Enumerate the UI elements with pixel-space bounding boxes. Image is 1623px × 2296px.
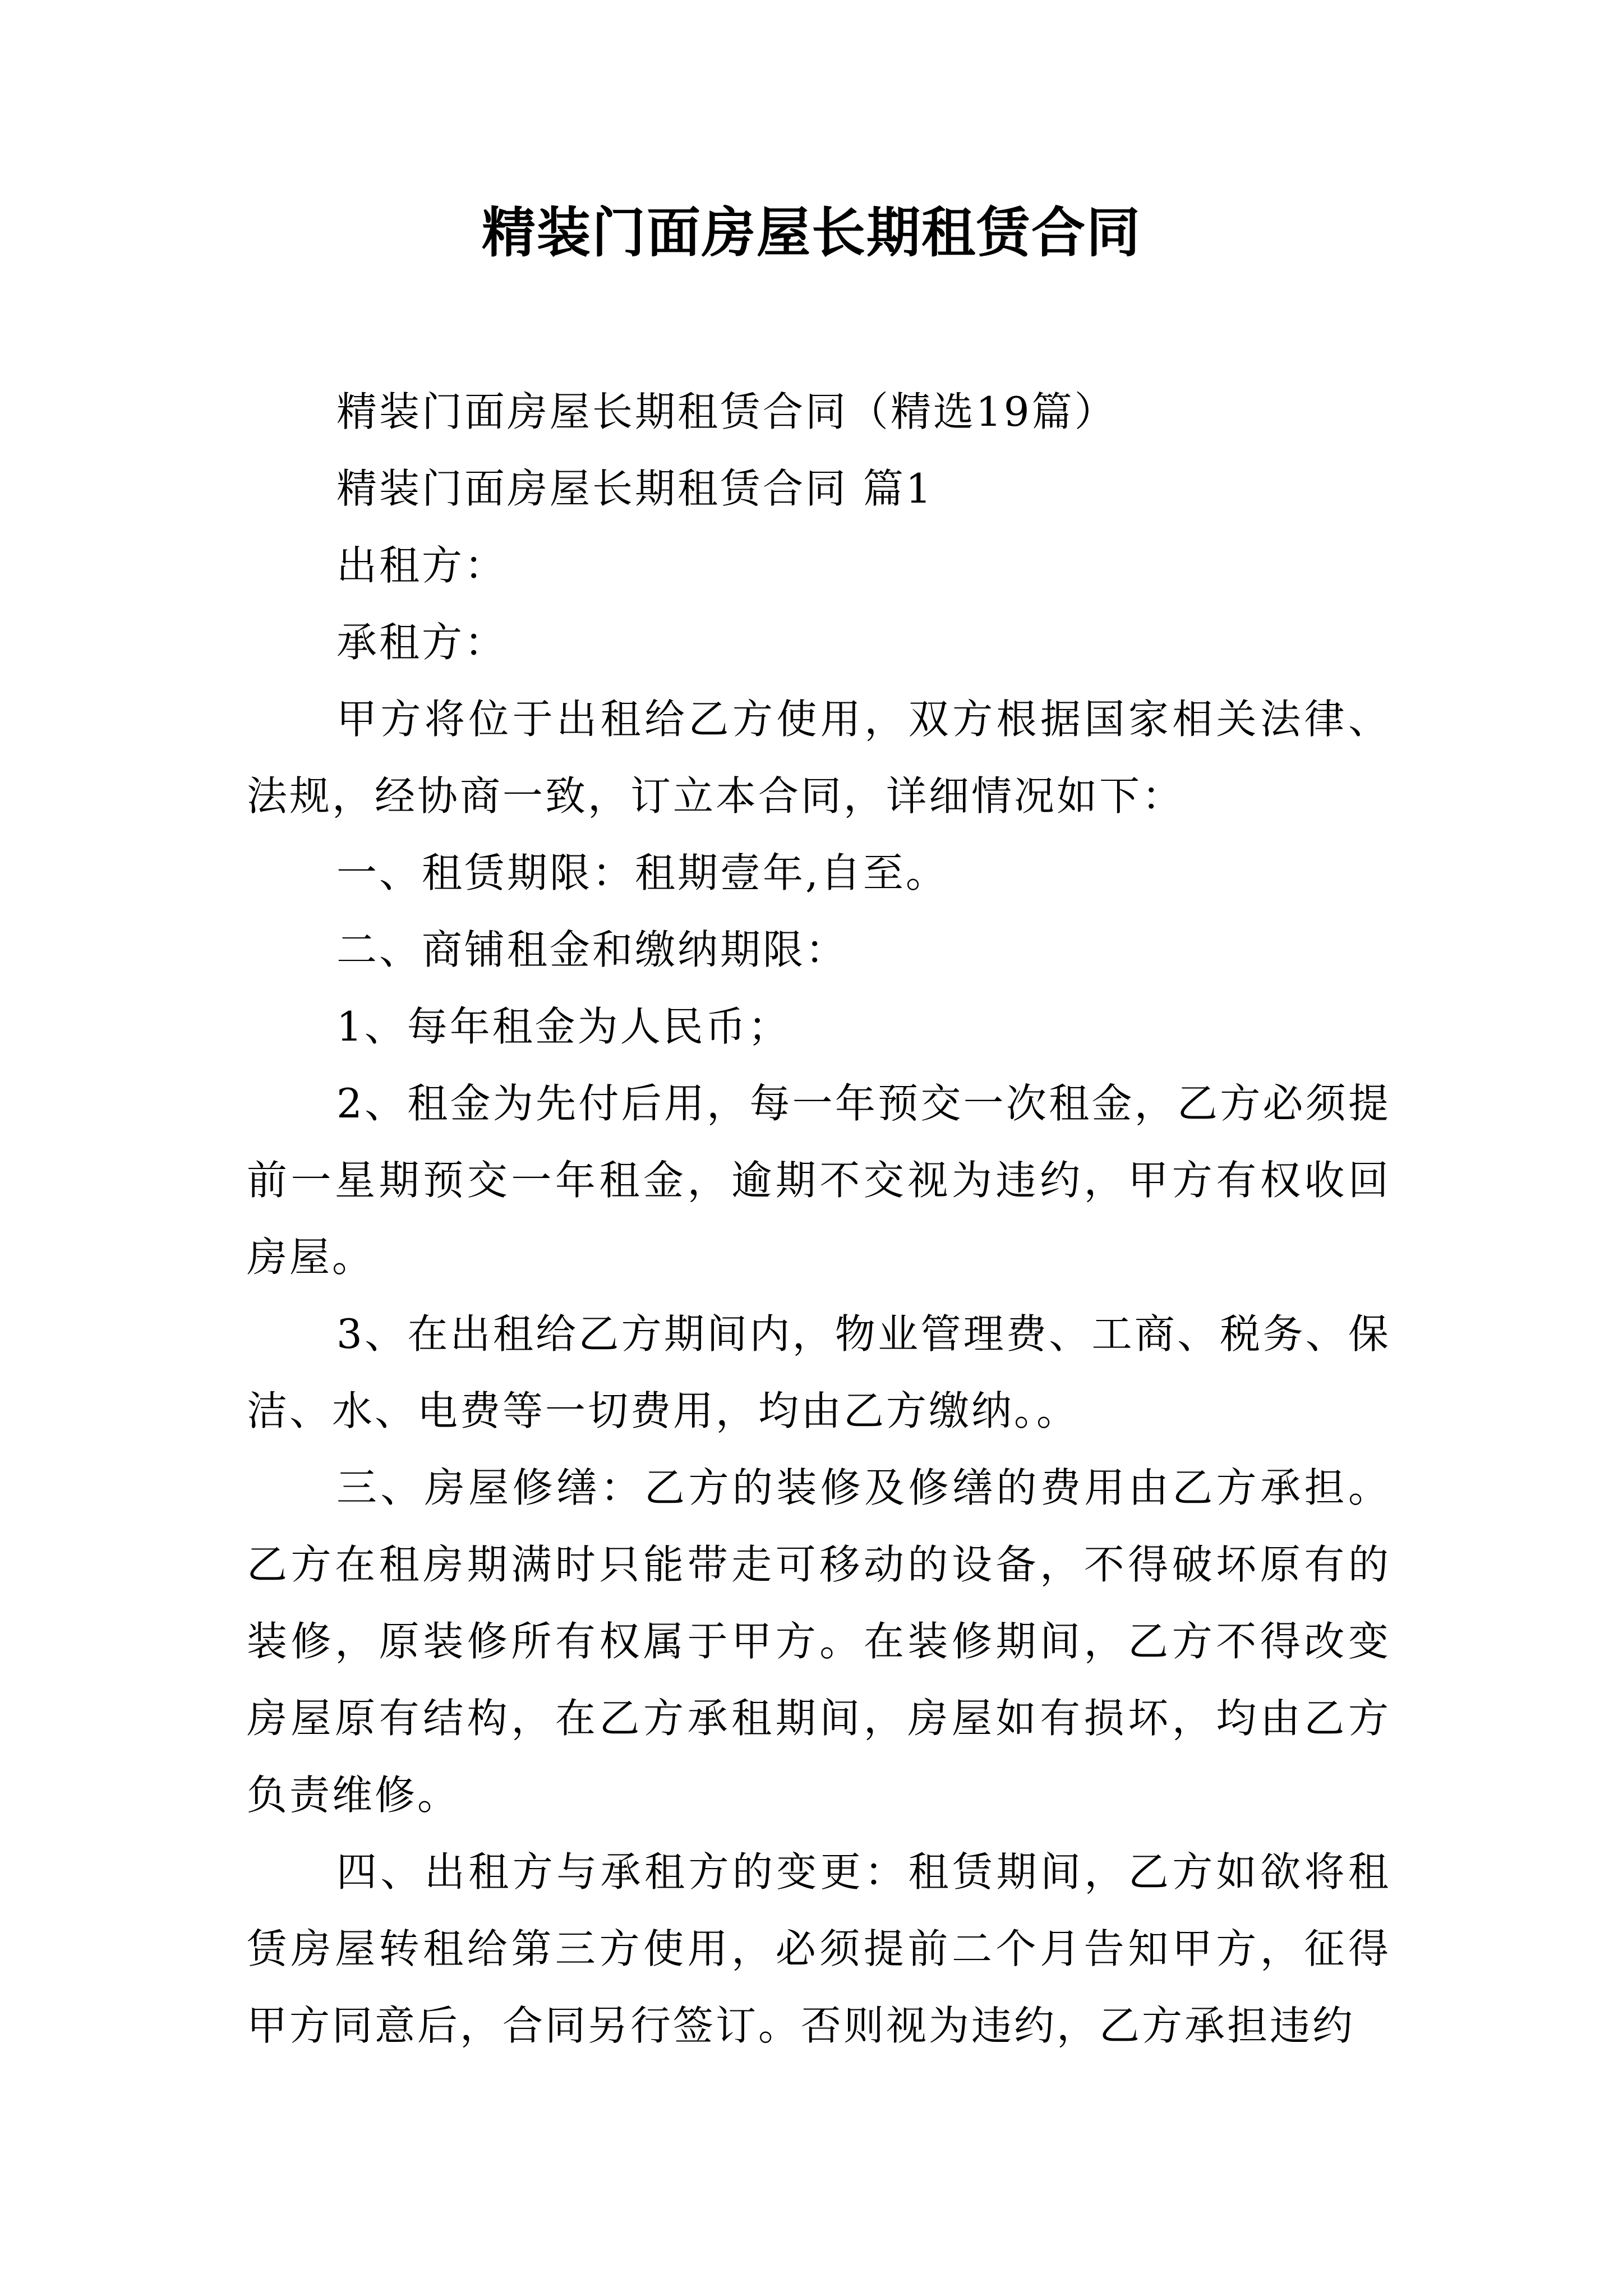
paragraph-clause-change: 四、出租方与承租方的变更：租赁期间，乙方如欲将租赁房屋转租给第三方使用，必须提前二个月告知甲方，征得甲方同意后，合同另行签订。否则视为违约，乙方承担违约 — [247, 1848, 1391, 2049]
paragraph-section-heading: 精装门面房屋长期租赁合同 篇1 — [336, 465, 934, 512]
paragraph-lessee: 承租方： — [336, 619, 508, 666]
paragraph-clause-term: 一、租赁期限：租期壹年,自至。 — [336, 849, 948, 896]
paragraph-rent-item-3: 3、在出租给乙方期间内，物业管理费、工商、税务、保洁、水、电费等一切费用，均由乙方缴纳。。 — [247, 1310, 1391, 1434]
document-title: 精装门面房屋长期租赁合同 — [482, 201, 1141, 264]
paragraph-clause-repair: 三、房屋修缮：乙方的装修及修缮的费用由乙方承担。乙方在租房期满时只能带走可移动的设备，不得破坏原有的装修，原装修所有权属于甲方。在装修期间，乙方不得改变房屋原有结构，在乙方承租期间，房屋如有损坏，均由乙方负责维修。 — [247, 1464, 1391, 1819]
paragraph-preamble: 甲方将位于出租给乙方使用，双方根据国家相关法律、法规，经协商一致，订立本合同，详细情况如下： — [247, 696, 1391, 820]
paragraph-lessor: 出租方： — [336, 542, 508, 589]
paragraph-clause-rent: 二、商铺租金和缴纳期限： — [336, 926, 849, 973]
document-body — [247, 374, 1391, 2064]
paragraph-rent-item-2: 2、租金为先付后用，每一年预交一次租金，乙方必须提前一星期预交一年租金，逾期不交视为违约，甲方有权收回房屋。 — [247, 1080, 1391, 1281]
paragraph-rent-item-1: 1、每年租金为人民币； — [336, 1003, 791, 1050]
paragraph-subtitle: 精装门面房屋长期租赁合同（精选19篇） — [336, 388, 1117, 435]
